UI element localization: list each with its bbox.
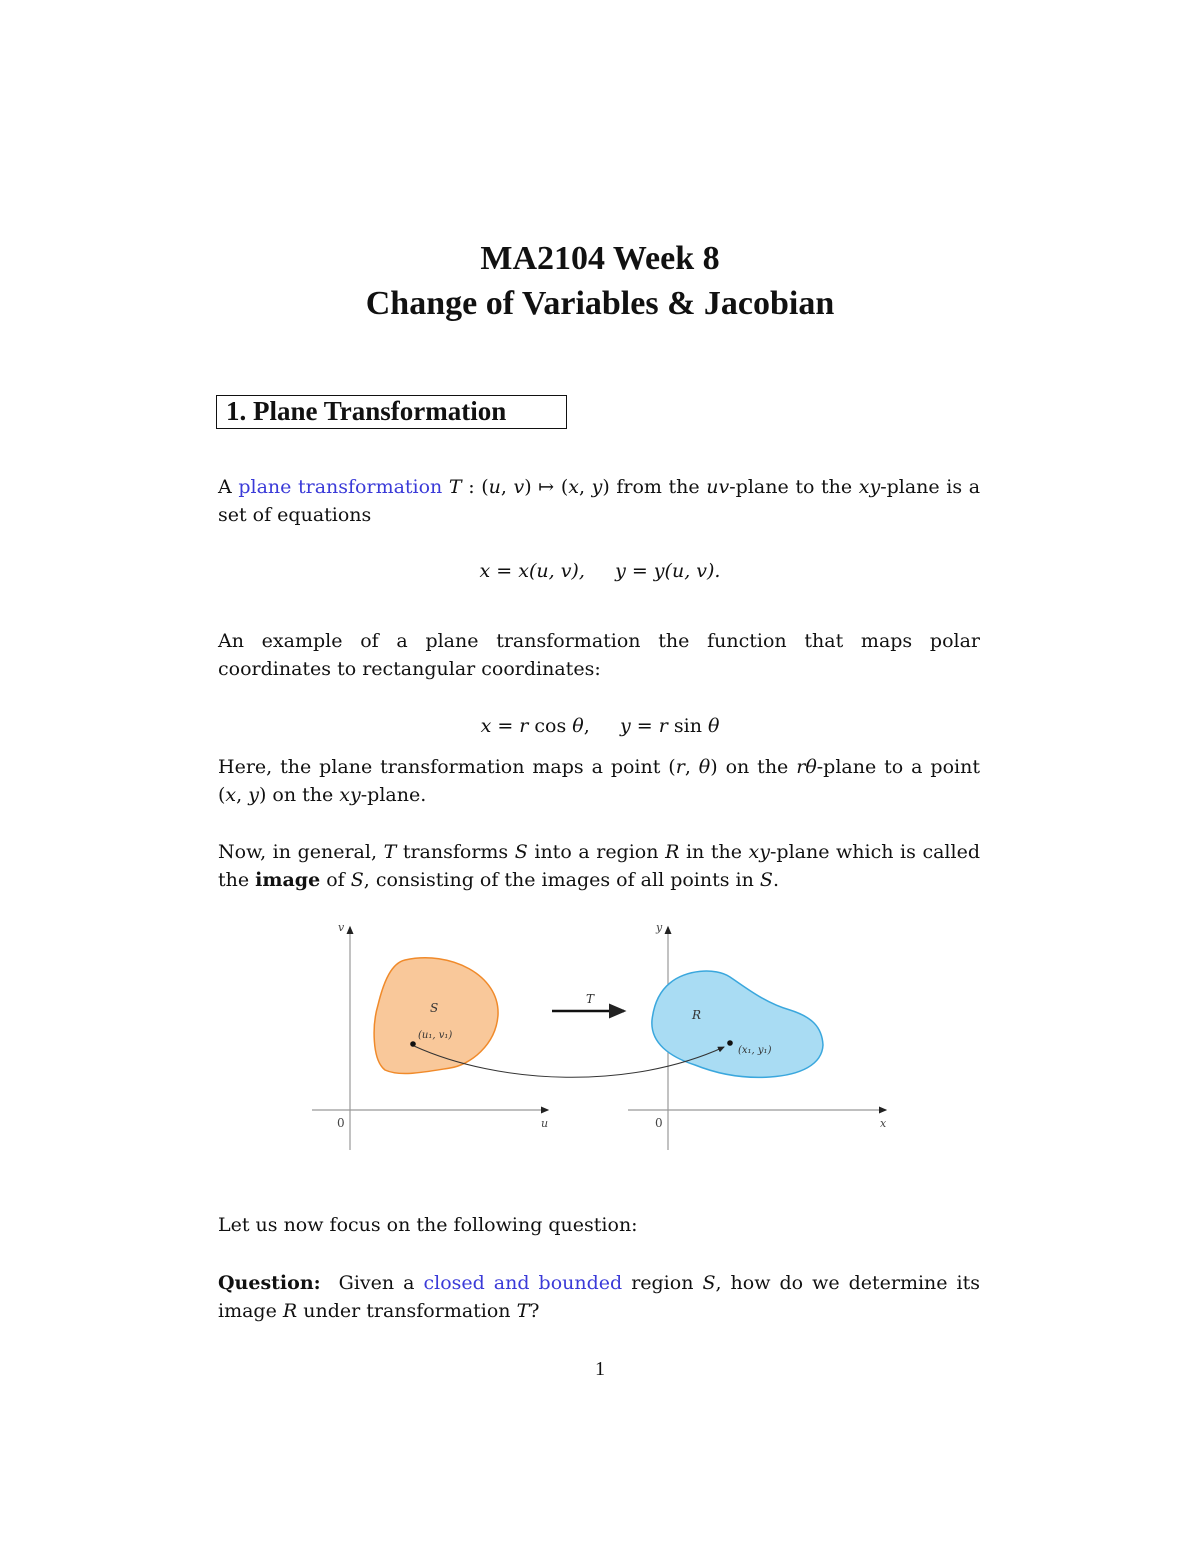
page-title: MA2104 Week 8 xyxy=(480,240,720,277)
page-number: 1 xyxy=(595,1358,605,1380)
region-R xyxy=(652,971,823,1077)
paragraph-definition: A plane transformation T : (u, v) ↦ (x, y) from the uv-plane to the xy-plane is a set of equations xyxy=(218,476,981,526)
transform-arrow-label: T xyxy=(586,992,595,1006)
region-S xyxy=(374,958,498,1074)
paragraph-polar-explanation: Here, the plane transformation maps a point (r, θ) on the rθ-plane to a point (x, y) on the xy-plane. xyxy=(218,756,980,806)
point-S-label: (u₁, v₁) xyxy=(418,1030,453,1041)
question-label: Question: xyxy=(218,1272,321,1294)
section-heading: 1. Plane Transformation xyxy=(216,395,567,429)
region-R-label: R xyxy=(692,1008,702,1022)
left-origin-label: 0 xyxy=(337,1116,345,1130)
point-R-label: (x₁, y₁) xyxy=(738,1045,772,1056)
transformation-figure xyxy=(300,915,900,1155)
equation-polar: x = r cos θ, y = r sin θ xyxy=(480,715,720,737)
image-term: image xyxy=(255,869,321,891)
equation-transformation: x = x(u, v), y = y(u, v). xyxy=(479,560,721,582)
paragraph-polar-example: An example of a plane transformation the function that maps polar coordinates to rectangular coordinates: xyxy=(218,630,980,680)
right-y-label: y xyxy=(656,921,663,934)
paragraph-focus: Let us now focus on the following question: xyxy=(218,1214,638,1236)
page-subtitle: Change of Variables & Jacobian xyxy=(365,285,835,322)
point-R xyxy=(727,1040,733,1046)
right-x-label: x xyxy=(880,1117,887,1130)
paragraph-image-definition: Now, in general, T transforms S into a region R in the xy-plane which is called the image of S, consisting of the images of all points in S. xyxy=(218,841,980,891)
left-u-label: u xyxy=(541,1117,549,1130)
plane-transformation-link[interactable]: plane transformation xyxy=(238,476,443,498)
region-S-label: S xyxy=(430,1001,439,1015)
closed-bounded-link[interactable]: closed and bounded xyxy=(423,1272,623,1294)
left-v-label: v xyxy=(338,921,345,934)
right-origin-label: 0 xyxy=(655,1116,663,1130)
paragraph-question: Question: Given a closed and bounded region S, how do we determine its image R under transformation T? xyxy=(218,1272,981,1322)
